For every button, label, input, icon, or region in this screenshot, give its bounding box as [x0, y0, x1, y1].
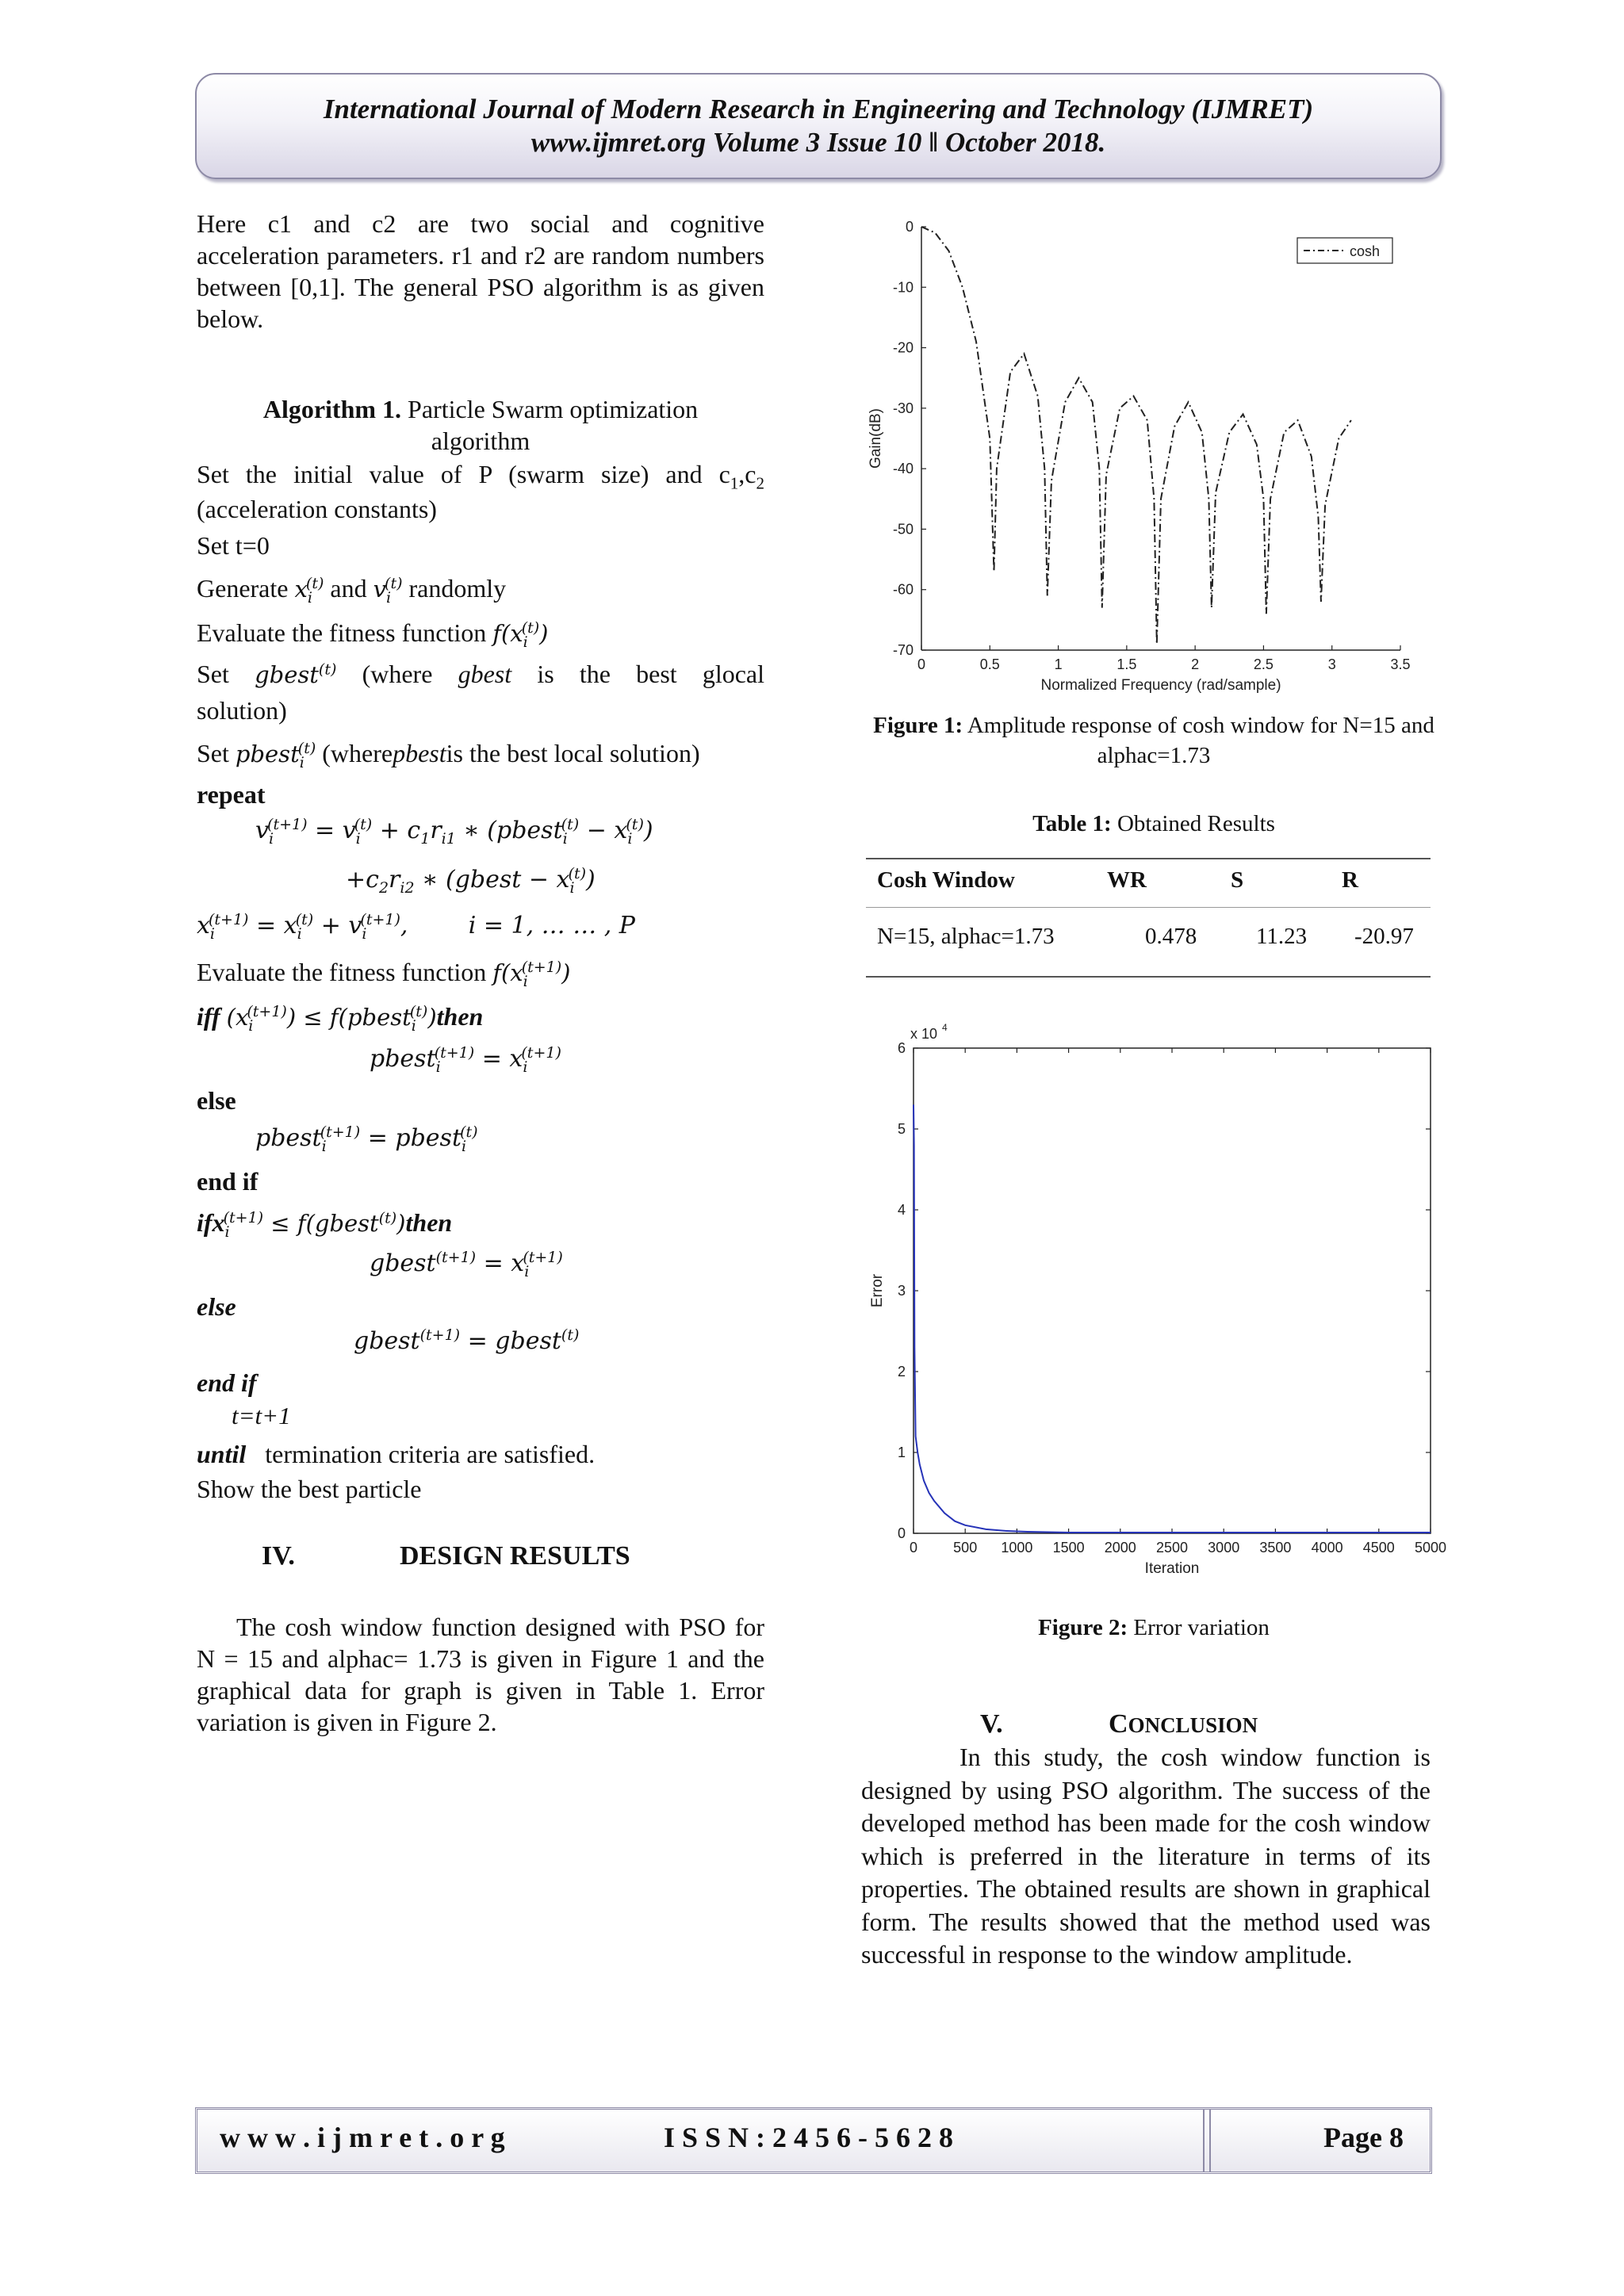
x-tick-label: 4500 — [1362, 1540, 1395, 1556]
equation-velocity-2: $+c_2r_{i2}$ ∗ (gbest − $x_i^{(t)}$) — [346, 865, 596, 897]
algo-text: is the best local solution) — [446, 739, 700, 767]
y-tick-label: -60 — [892, 581, 914, 598]
x-tick-label: 1500 — [1052, 1540, 1085, 1556]
x-tick-label: 3.5 — [1390, 656, 1411, 672]
algo-keyword: ifx — [197, 1208, 225, 1237]
table-cell: N=15, alphac=1.73 — [877, 924, 1055, 949]
intro-paragraph: Here c1 and c2 are two social and cognitive acceleration parameters. r1 and r2 are random numbers between [0,1]. The general PSO algorithm is as given below. — [197, 209, 764, 333]
x-tick-label: 1000 — [1001, 1540, 1033, 1556]
algo-else-2: else — [197, 1292, 236, 1321]
x-tick-label: 2 — [1191, 656, 1200, 672]
algo-t-increment: t=t+1 — [232, 1402, 291, 1429]
algo-iff: iff $(x_i^{(t+1)})$ ≤ f(pbest$_i^{(t)}$)then — [197, 1002, 484, 1035]
figure-1-text: Amplitude response of cosh window for N=15 and alphac=1.73 — [967, 713, 1434, 768]
y-tick-label: -30 — [892, 400, 914, 416]
algo-ifx: ifx$_i^{(t+1)}$ ≤ f(gbest$^{(t)}$)then — [197, 1208, 453, 1241]
x-tick-label: 1 — [1054, 656, 1063, 672]
x-tick-label: 4000 — [1311, 1540, 1343, 1556]
algo-text: and — [330, 574, 367, 603]
table-cell: 0.478 — [1145, 924, 1197, 949]
y-tick-label: 0 — [897, 1525, 906, 1541]
section-v-title-cap: C — [1109, 1709, 1128, 1739]
table-header-cell: Cosh Window — [877, 867, 1015, 893]
journal-issue: www.ijmret.org Volume 3 Issue 10 ǁ October 2018. — [530, 127, 1106, 158]
x-tick-label: 3000 — [1208, 1540, 1240, 1556]
footer-divider — [1203, 2110, 1211, 2172]
page-footer — [195, 2107, 1432, 2174]
algo-text: Set — [197, 660, 229, 688]
algo-text: Evaluate the fitness function — [197, 618, 487, 647]
table-header-cell: WR — [1107, 867, 1147, 893]
algo-text: pbest — [393, 739, 446, 767]
section-iv-title: DESIGN RESULTS — [400, 1541, 630, 1571]
section-v-title-rest: ONCLUSION — [1128, 1713, 1258, 1737]
y-tick-label: -70 — [892, 642, 914, 658]
x-axis-label: Iteration — [1144, 1560, 1200, 1577]
x-axis-label: Normalized Frequency (rad/sample) — [1040, 677, 1281, 694]
equation-velocity: $v_i^{(t+1)} = v_i^{(t)} + c_1r_{i1}$ ∗ (pbest$_i^{(t)}$ − $x_i^{(t)}$) — [255, 816, 653, 848]
y-tick-label: 3 — [897, 1283, 906, 1299]
equation-position: $x_i^{(t+1)} = x_i^{(t)} + v_i^{(t+1)}$, i = 1, … … , P — [197, 911, 635, 943]
algo-text: Generate — [197, 574, 289, 603]
algo-accel-constants: (acceleration constants) — [197, 495, 437, 523]
algo-text: termination criteria are satisfied. — [265, 1440, 596, 1468]
x-tick-label: 3500 — [1259, 1540, 1292, 1556]
figure-1-label: Figure 1: — [873, 713, 963, 738]
y-axis-label: Gain(dB) — [868, 408, 884, 469]
x-tick-label: 5000 — [1414, 1540, 1447, 1556]
x-tick-label: 0.5 — [979, 656, 1000, 672]
results-table — [866, 858, 1431, 978]
algo-set-pbest: Set pbest$_i^{(t)}$ (wherepbestis the best local solution) — [197, 739, 700, 771]
algo-set-initial — [197, 458, 764, 493]
algo-solution: solution) — [197, 696, 287, 725]
algo-endif-2: end if — [197, 1368, 257, 1397]
algo-until — [197, 1438, 764, 1470]
x-tick-label: 3 — [1327, 656, 1336, 672]
figure-2-chart — [864, 1007, 1451, 1594]
figure-1-caption — [864, 710, 1443, 771]
x-tick-label: 0 — [909, 1540, 918, 1556]
algo-keyword: then — [405, 1208, 453, 1237]
y-tick-label: -20 — [892, 339, 914, 356]
y-tick-label: 1 — [897, 1445, 906, 1460]
y-scale-exponent: 4 — [942, 1022, 948, 1033]
x-tick-label: 2000 — [1104, 1540, 1136, 1556]
x-tick-label: 0 — [917, 656, 926, 672]
figure-2-caption — [864, 1613, 1443, 1643]
section-iv-number: IV. — [262, 1541, 295, 1571]
series-line-cosh — [921, 227, 1351, 644]
algo-keyword: iff — [197, 1002, 220, 1031]
algo-text: Set the initial value of P (swarm size) and c — [197, 460, 730, 488]
x-tick-label: 2.5 — [1253, 656, 1274, 672]
table-header-cell: S — [1231, 867, 1244, 893]
y-tick-label: -40 — [892, 461, 914, 477]
table-1-caption — [864, 809, 1443, 839]
equation-gbest-update: gbest$^{(t+1)}$ = $x_i^{(t+1)}$ — [370, 1249, 563, 1280]
algo-evaluate-1: Evaluate the fitness function $f(x_i^{(t)})$ — [197, 618, 549, 651]
algo-text: ,c — [738, 460, 756, 488]
table-1-text: Obtained Results — [1116, 811, 1275, 836]
y-scale-note: x 10 — [910, 1026, 938, 1042]
algo-text: (where — [322, 739, 393, 767]
algorithm-caption — [197, 393, 764, 457]
algo-set-gbest: Set gbest$^{(t)}$ (where gbest is the best glocal — [197, 660, 765, 688]
plot-frame — [914, 1048, 1431, 1533]
section-v-title — [1109, 1709, 1258, 1739]
algo-keyword: then — [436, 1002, 484, 1031]
table-header-row — [866, 859, 1431, 907]
algo-text: gbest — [458, 660, 512, 688]
algo-keyword: until — [197, 1440, 247, 1468]
table-cell: -20.97 — [1354, 924, 1414, 949]
series-line-error — [914, 1104, 1431, 1533]
section-v-number: V. — [980, 1709, 1003, 1739]
algo-generate: Generate $x_i^{(t)}$ and $v_i^{(t)}$ randomly — [197, 574, 507, 607]
algo-endif-1: end if — [197, 1167, 259, 1196]
table-header-cell: R — [1342, 867, 1358, 893]
conclusion-paragraph: In this study, the cosh window function is designed by using PSO algorithm. The success of the developed method has been made for the cosh window which is preferred in the literature in terms of its properties. The obtained results are shown in graphical form. The results showed that the method used was successful in response to the window amplitude. — [861, 1743, 1431, 1969]
algo-set-t: Set t=0 — [197, 531, 270, 560]
results-paragraph: The cosh window function designed with PSO for N = 15 and alphac= 1.73 is given in Figure 1 and the graphical data for graph is given in Table 1. Error variation is given in Figure 2. — [197, 1613, 764, 1736]
equation-gbest-keep: gbest$^{(t+1)}$ = gbest$^{(t)}$ — [354, 1326, 580, 1355]
algo-evaluate-2: Evaluate the fitness function $f(x_i^{(t+1)})$ — [197, 958, 571, 990]
algo-else-1: else — [197, 1086, 236, 1115]
y-tick-label: 5 — [897, 1121, 906, 1137]
y-tick-label: 0 — [905, 219, 914, 235]
table-row — [866, 908, 1431, 976]
algo-text: is the best glocal — [537, 660, 765, 688]
y-tick-label: 4 — [897, 1202, 906, 1218]
figure-2-text: Error variation — [1133, 1615, 1270, 1640]
algo-subscript: 1 — [730, 473, 739, 493]
x-tick-label: 1.5 — [1116, 656, 1137, 672]
algo-subscript: 2 — [756, 473, 764, 493]
x-tick-label: 2500 — [1155, 1540, 1189, 1556]
equation-pbest-update: pbest$_i^{(t+1)}$ = $x_i^{(t+1)}$ — [370, 1044, 561, 1076]
footer-issn: I S S N : 2 4 5 6 - 5 6 2 8 — [664, 2122, 954, 2153]
y-tick-label: 6 — [897, 1040, 906, 1056]
algo-text: Evaluate the fitness function — [197, 958, 487, 986]
algo-repeat: repeat — [197, 780, 266, 809]
equation-pbest-keep: pbest$_i^{(t+1)}$ = pbest$_i^{(t)}$ — [255, 1123, 478, 1155]
algo-show-best: Show the best particle — [197, 1475, 422, 1503]
y-axis-label: Error — [869, 1273, 886, 1308]
table-1-label: Table 1: — [1032, 811, 1112, 836]
legend-label: cosh — [1350, 243, 1381, 259]
footer-page-number: Page 8 — [1323, 2122, 1404, 2153]
algorithm-label: Algorithm 1. — [262, 395, 402, 423]
journal-header — [195, 73, 1442, 179]
algorithm-title-line2: algorithm — [431, 427, 530, 455]
x-tick-label: 500 — [953, 1540, 978, 1556]
footer-website: w w w . i j m r e t . o r g — [220, 2122, 505, 2153]
y-tick-label: -50 — [892, 521, 914, 538]
y-tick-label: -10 — [892, 279, 914, 296]
algo-text: randomly — [408, 574, 507, 603]
algorithm-title: Particle Swarm optimization — [408, 395, 699, 423]
y-tick-label: 2 — [897, 1364, 906, 1380]
figure-1-chart — [864, 208, 1443, 707]
table-cell: 11.23 — [1256, 924, 1308, 949]
algo-text: Set — [197, 739, 229, 767]
algo-text: (where — [362, 660, 433, 688]
journal-title: International Journal of Modern Research in Engineering and Technology (IJMRET) — [323, 94, 1314, 124]
figure-2-label: Figure 2: — [1038, 1615, 1128, 1640]
